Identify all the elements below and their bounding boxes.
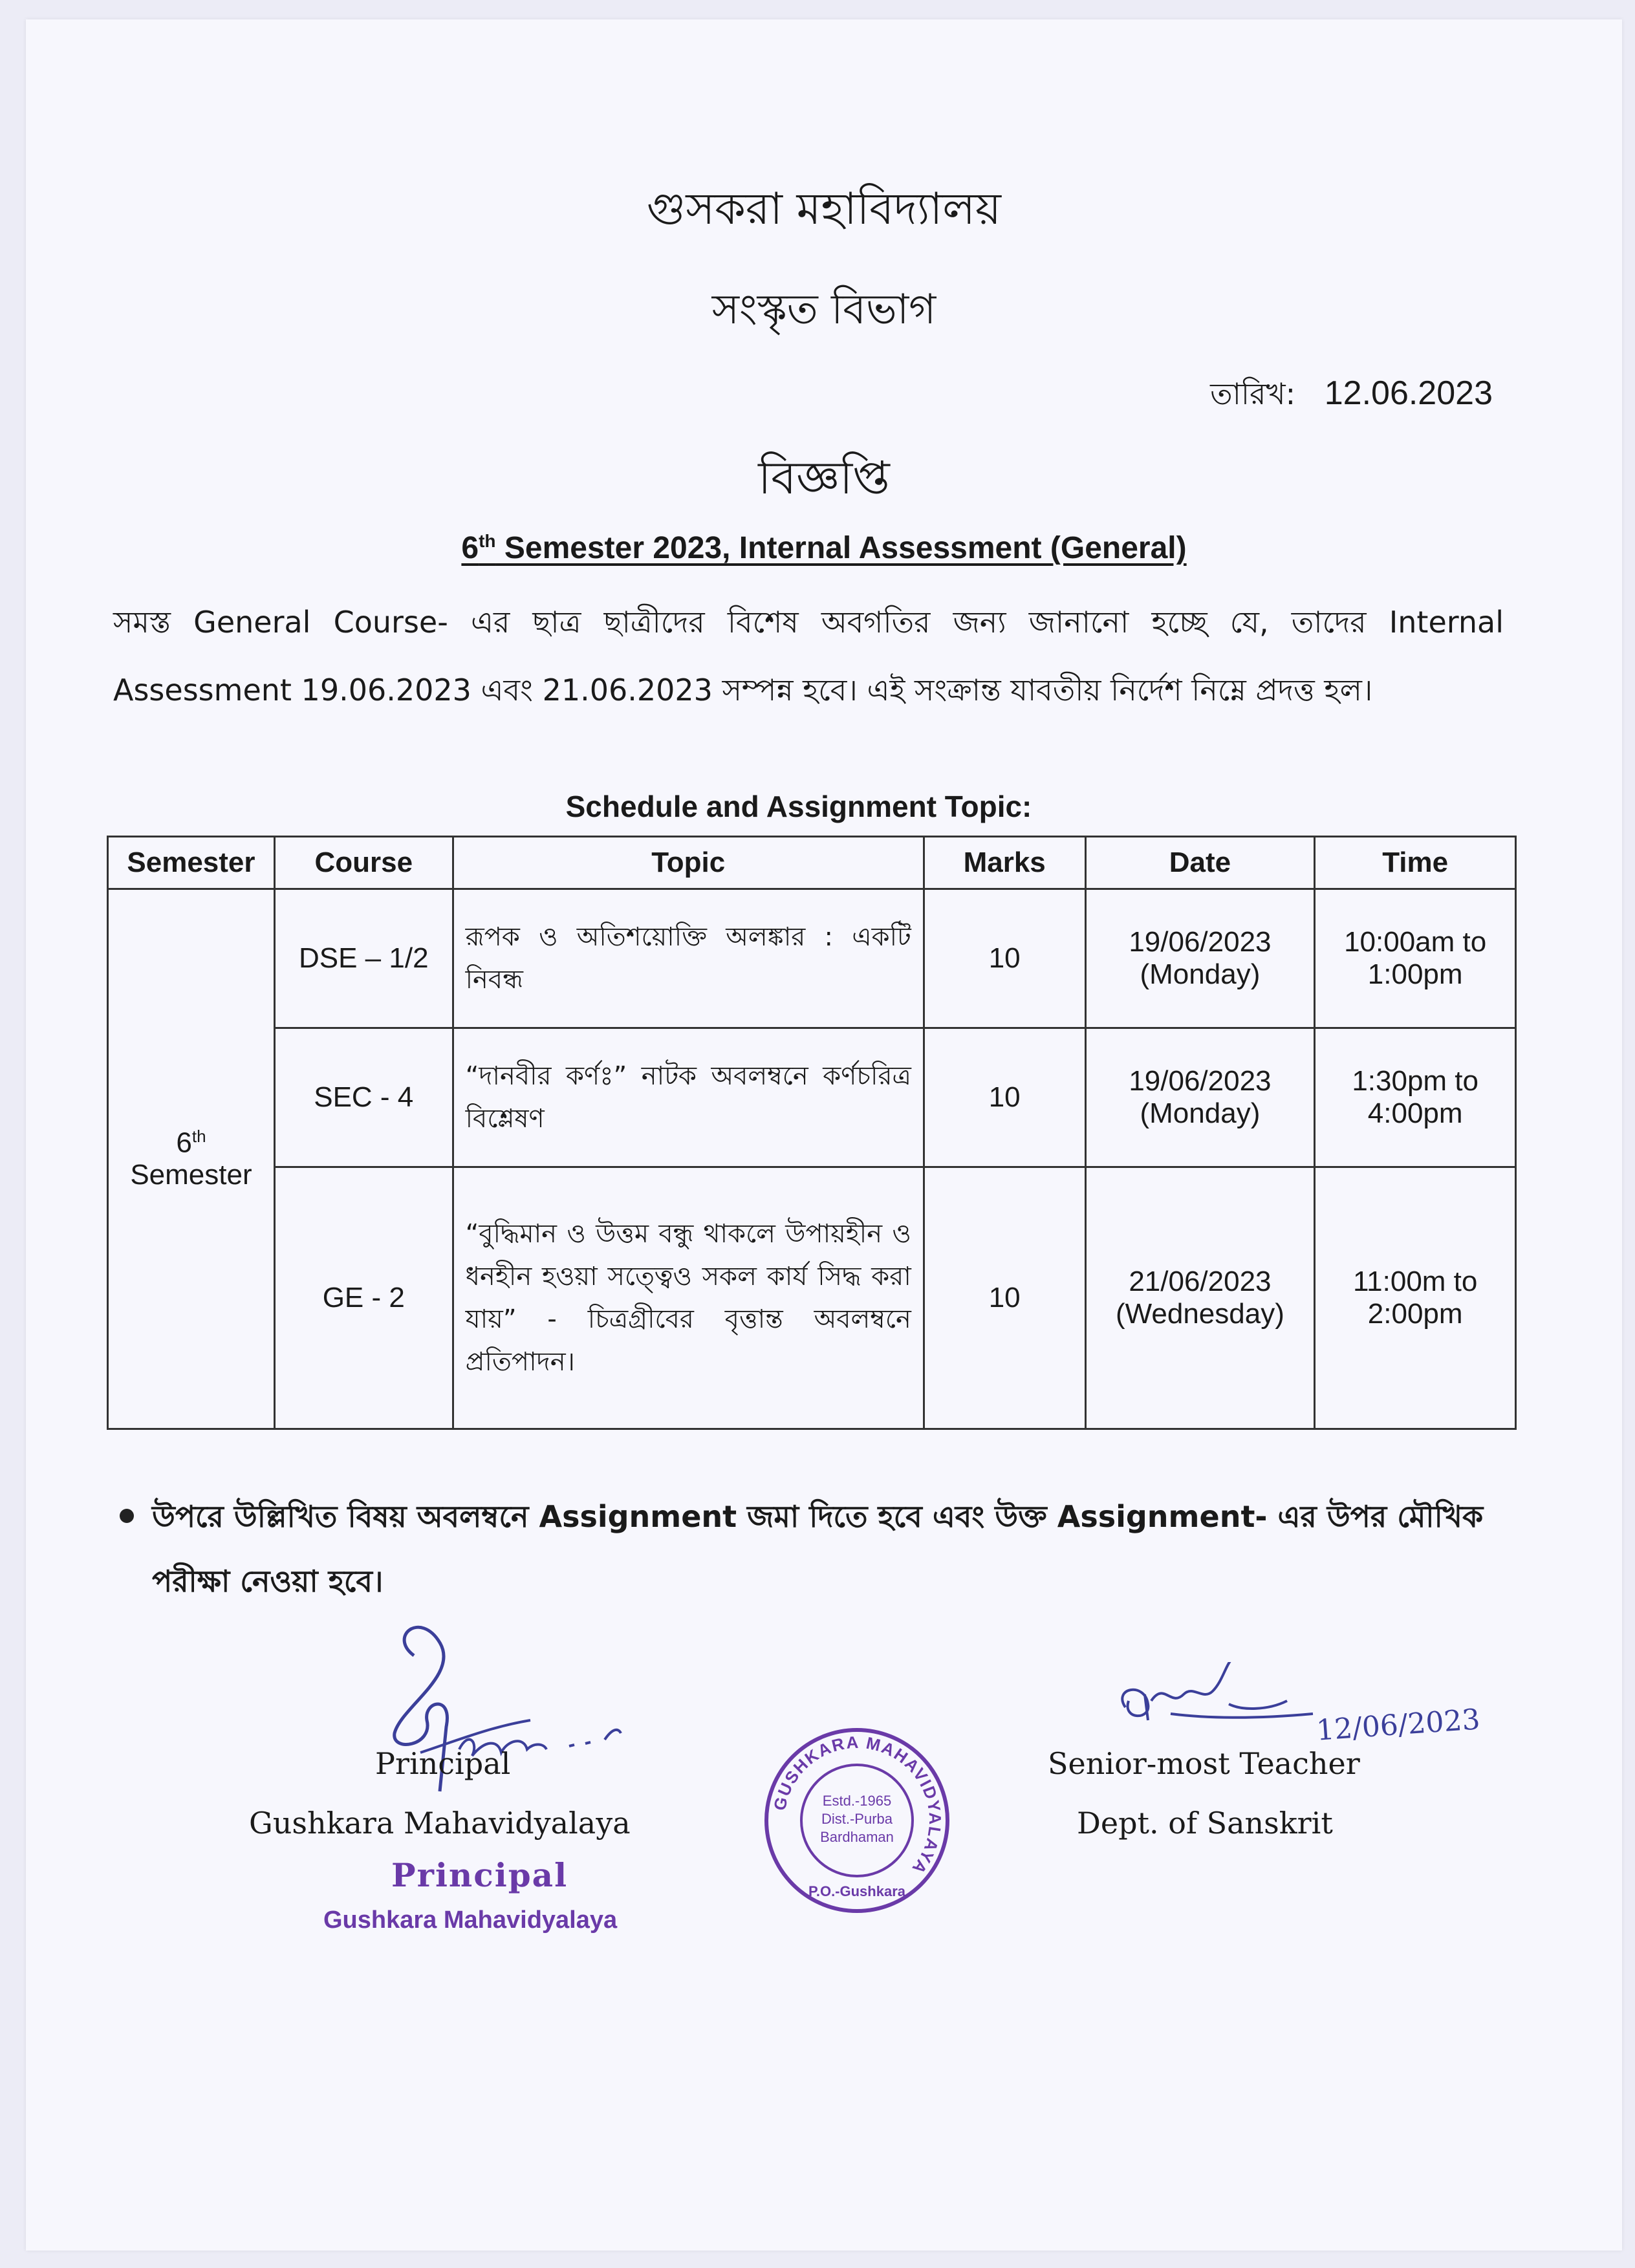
date-cell xyxy=(1085,1167,1315,1429)
seal-ring-text: GUSHKARA MAHAVIDYALAYA xyxy=(769,1732,946,1879)
date-label: তারিখ: xyxy=(1210,376,1296,411)
marks-cell: 10 xyxy=(924,1028,1085,1167)
course-cell: SEC - 4 xyxy=(274,1028,453,1167)
day-text: (Monday) xyxy=(1140,958,1261,990)
marks-cell: 10 xyxy=(924,889,1085,1028)
semester-word: Semester xyxy=(130,1159,252,1191)
date-row xyxy=(1210,372,1493,421)
bullet-dot-icon xyxy=(120,1509,134,1523)
teacher-handwritten-date: 12/06/2023 xyxy=(1315,1703,1482,1747)
date-cell xyxy=(1085,1028,1315,1167)
semester-sup: th xyxy=(191,1126,206,1146)
intro-paragraph: সমস্ত General Course- এর ছাত্র ছাত্রীদের বিশেষ অবগতির জন্য জানানো হচ্ছে যে, তাদের Internal Assessment 19.06.2023 এবং 21.06.2023 সম্পন্ন হবে। এই সংক্রান্ত যাবতীয় নির্দেশ নিম্নে প্রদত্ত হল। xyxy=(113,605,1504,707)
time-start: 1:30pm to xyxy=(1352,1065,1478,1097)
subheading-num: 6 xyxy=(461,531,479,565)
subheading-rest: Semester 2023, Internal Assessment (General) xyxy=(495,531,1187,565)
topic-cell: “বুদ্ধিমান ও উত্তম বন্ধু থাকলে উপায়হীন ও ধনহীন হওয়া সত্ত্বেও সকল কার্য সিদ্ধ করা যায়” - চিত্রগ্রীবের বৃত্তান্ত অবলম্বনে প্রতিপাদন। xyxy=(453,1167,924,1429)
time-start: 10:00am to xyxy=(1344,926,1487,958)
subheading-sup: th xyxy=(479,531,496,551)
day-text: (Monday) xyxy=(1140,1097,1261,1129)
bullet-text: উপরে উল্লিখিত বিষয় অবলম্বনে Assignment জমা দিতে হবে এবং উক্ত Assignment- এর উপর মৌখিক পরীক্ষা নেওয়া হবে। xyxy=(152,1499,1484,1599)
header-marks: Marks xyxy=(924,837,1085,889)
notice-page xyxy=(26,19,1622,2251)
college-seal-icon xyxy=(763,1727,951,1914)
college-name: গুসকরা মহাবিদ্যালয় xyxy=(647,184,1001,235)
header-date: Date xyxy=(1085,837,1315,889)
seal-line2: Dist.-Purba xyxy=(821,1811,893,1827)
schedule-table xyxy=(107,836,1517,1430)
marks-cell: 10 xyxy=(924,1167,1085,1429)
time-cell xyxy=(1315,889,1516,1028)
topic-cell: রূপক ও অতিশয়োক্তি অলঙ্কার : একটি নিবন্ধ xyxy=(453,889,924,1028)
semester-num: 6 xyxy=(176,1127,192,1159)
course-cell: GE - 2 xyxy=(274,1167,453,1429)
time-end: 4:00pm xyxy=(1367,1097,1463,1129)
seal-line3: Bardhaman xyxy=(820,1829,894,1845)
time-end: 2:00pm xyxy=(1367,1298,1463,1330)
table-header-row xyxy=(108,837,1516,889)
header-course: Course xyxy=(274,837,453,889)
date-value: 12.06.2023 xyxy=(1324,374,1493,412)
date-text: 19/06/2023 xyxy=(1129,926,1272,958)
time-cell xyxy=(1315,1167,1516,1429)
subheading xyxy=(26,530,1622,566)
principal-institution: Gushkara Mahavidyalaya xyxy=(249,1806,631,1841)
principal-stamp-institution: Gushkara Mahavidyalaya xyxy=(323,1906,618,1934)
header-semester: Semester xyxy=(108,837,275,889)
date-text: 21/06/2023 xyxy=(1129,1266,1272,1297)
semester-cell xyxy=(108,889,275,1429)
seal-bottom: P.O.-Gushkara xyxy=(808,1883,905,1899)
department-name: সংস্কৃত বিভাগ xyxy=(711,286,937,334)
header-topic: Topic xyxy=(453,837,924,889)
topic-cell: “দানবীর কর্ণঃ” নাটক অবলম্বনে কর্ণচরিত্র বিশ্লেষণ xyxy=(453,1028,924,1167)
principal-signature-icon xyxy=(362,1617,673,1811)
date-text: 19/06/2023 xyxy=(1129,1065,1272,1097)
notice-title: বিজ্ঞপ্তি xyxy=(758,451,890,504)
time-start: 11:00m to xyxy=(1352,1266,1478,1297)
time-cell xyxy=(1315,1028,1516,1167)
table-row xyxy=(108,1167,1516,1429)
day-text: (Wednesday) xyxy=(1115,1298,1284,1330)
principal-role: Principal xyxy=(375,1746,511,1781)
time-end: 1:00pm xyxy=(1367,958,1463,990)
schedule-title: Schedule and Assignment Topic: xyxy=(565,790,1032,823)
principal-stamp-title: Principal xyxy=(391,1856,568,1894)
date-cell xyxy=(1085,889,1315,1028)
bullet-note xyxy=(152,1484,1510,1614)
seal-line1: Estd.-1965 xyxy=(822,1793,892,1809)
course-cell: DSE – 1/2 xyxy=(274,889,453,1028)
header-time: Time xyxy=(1315,837,1516,889)
table-row xyxy=(108,1028,1516,1167)
teacher-department: Dept. of Sanskrit xyxy=(1077,1806,1333,1841)
teacher-signature-icon xyxy=(1099,1662,1332,1733)
table-row xyxy=(108,889,1516,1028)
teacher-role: Senior-most Teacher xyxy=(1048,1746,1360,1781)
